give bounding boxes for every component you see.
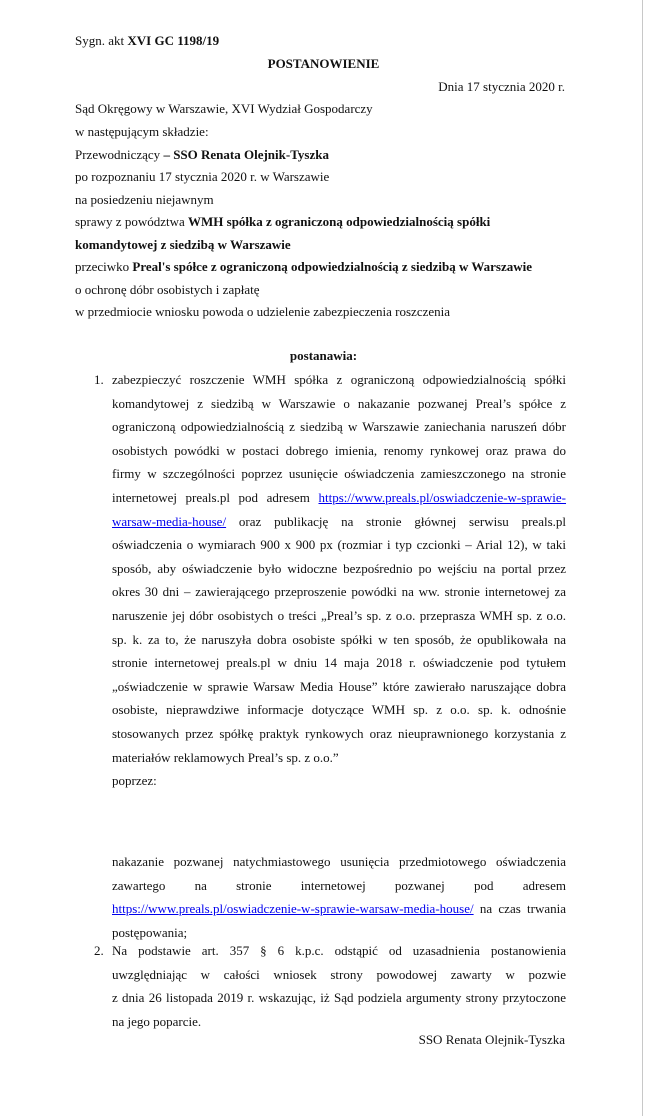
item-1-line: komandytowej z siedzibą w Warszawie o nakazanie pozwanej Preal’s spółce z bbox=[112, 395, 566, 411]
item-2-line: z dnia 26 listopada 2019 r. wskazując, iż Sąd podziela argumenty strony przytoczone bbox=[112, 990, 566, 1006]
order-line-link bbox=[112, 897, 566, 921]
subject-line: o ochronę dóbr osobistych i zapłatę bbox=[75, 282, 260, 297]
chair-label: Przewodniczący bbox=[75, 147, 161, 162]
case-number-value: XVI GC 1198/19 bbox=[127, 33, 220, 48]
case-number bbox=[75, 33, 219, 49]
court-name: Sąd Okręgowy w Warszawie, XVI Wydział Gospodarczy bbox=[75, 101, 373, 116]
chair-line bbox=[75, 147, 329, 163]
item-1-line: oświadczenia o wymiarach 900 x 900 px (rozmiar i typ czcionki – Arial 12), w taki bbox=[112, 537, 566, 553]
item-1-line: sposób, aby oświadczenie było widoczne bezpośrednio po wejściu na portal przez bbox=[112, 560, 566, 576]
defendant-line bbox=[75, 259, 532, 275]
item-1-line: stosowanych przez spółkę praktyk rynkowych oraz nieuprawnionego korzystania z bbox=[112, 725, 566, 741]
item-1-last-line: materiałów reklamowych Preal’s sp. z o.o.” bbox=[112, 749, 339, 765]
item-2-last-line: na jego poparcie. bbox=[112, 1013, 202, 1029]
item-1-line-link bbox=[112, 486, 566, 510]
duration-text: na czas trwania bbox=[479, 901, 567, 917]
item-2-line: Na podstawie art. 357 § 6 k.p.c. odstąpić od uzasadnienia postanowienia bbox=[112, 943, 566, 958]
item-1-via: poprzez: bbox=[112, 773, 157, 789]
case-prefix: sprawy z powództwa bbox=[75, 214, 185, 229]
composition-label: w następującym składzie: bbox=[75, 124, 209, 139]
order-line: nakazanie pozwanej natychmiastowego usunięcia przedmiotowego oświadczenia bbox=[112, 854, 566, 869]
plaintiff-name-1: WMH spółka z ograniczoną odpowiedzialnością spółki bbox=[188, 214, 491, 229]
item-1-line: naruszenie jej dóbr osobistych o treści „Preal’s sp. z o.o. przeprasza WMH sp. z o.o. bbox=[112, 607, 566, 623]
item-2-number: 2. bbox=[94, 943, 104, 958]
session-line: na posiedzeniu niejawnym bbox=[75, 192, 214, 207]
item-1-line-link bbox=[112, 510, 566, 534]
decision-heading: postanawia: bbox=[289, 348, 358, 363]
item-1-order bbox=[112, 850, 566, 944]
item-2-line: uwzględniając w całości wniosek strony powodowej zawarty w pozwie bbox=[112, 966, 566, 982]
item-1-text bbox=[112, 368, 566, 793]
statement-url-link-part2[interactable]: warsaw-media-house/ bbox=[112, 513, 227, 529]
plaintiff-name-2: komandytowej z siedzibą w Warszawie bbox=[75, 237, 291, 252]
hearing-line: po rozpoznaniu 17 stycznia 2020 r. w Warszawie bbox=[75, 169, 330, 184]
item-1-line: „oświadczenie w sprawie Warsaw Media House” które zawierało naruszające dobra bbox=[112, 678, 566, 694]
case-number-label: Sygn. akt bbox=[75, 33, 125, 48]
item-2-text bbox=[112, 939, 566, 1033]
defendant-name: Preal's spółce z ograniczoną odpowiedzialnością z siedzibą w Warszawie bbox=[132, 259, 532, 274]
item-1-line: osobiste, nieprawdziwe informacje dotyczące WMH sp. z o.o. sp. k. odnośnie bbox=[112, 702, 566, 718]
publication-text: oraz publikację na stronie głównej serwisu preals.pl bbox=[238, 513, 567, 529]
document-date: Dnia 17 stycznia 2020 r. bbox=[438, 79, 565, 94]
motion-line: w przedmiocie wniosku powoda o udzielenie zabezpieczenia roszczenia bbox=[75, 304, 451, 319]
order-line: zawartego na stronie internetowej pozwanej pod adresem bbox=[112, 877, 566, 893]
chair-name: – SSO Renata Olejnik-Tyszka bbox=[163, 147, 329, 162]
document-title: POSTANOWIENIE bbox=[267, 56, 380, 71]
url-prefix-text: internetowej preals.pl pod adresem bbox=[112, 489, 310, 505]
signature: SSO Renata Olejnik-Tyszka bbox=[418, 1032, 565, 1047]
item-1-line: sp. k. za to, że naruszyła dobra osobiste spółki w ten sposób, że opublikowała na bbox=[112, 631, 566, 647]
item-1-line: ograniczoną odpowiedzialnością z siedzibą w Warszawie zaniechania naruszeń dóbr bbox=[112, 419, 566, 435]
item-1-line: osobistych powódki w postaci dobrego imienia, renomy rynkowej oraz prawa do bbox=[112, 442, 566, 458]
item-1-line: stronie internetowej preals.pl w dniu 14 maja 2018 r. oświadczenie pod tytułem bbox=[112, 655, 566, 671]
statement-url-link-part1[interactable]: https://www.preals.pl/oswiadczenie-w-sprawie- bbox=[318, 489, 567, 505]
item-1-line: zabezpieczyć roszczenie WMH spółka z ograniczoną odpowiedzialnością spółki bbox=[112, 372, 566, 387]
item-1-number: 1. bbox=[94, 372, 104, 387]
order-last-line: postępowania; bbox=[112, 924, 188, 940]
against-prefix: przeciwko bbox=[75, 259, 130, 274]
item-1-line: firmy w szczególności poprzez usunięcie oświadczenia zamieszczonego na stronie bbox=[112, 466, 566, 482]
statement-url-link-full[interactable]: https://www.preals.pl/oswiadczenie-w-sprawie-warsaw-media-house/ bbox=[112, 901, 474, 917]
page-edge-divider bbox=[642, 0, 643, 1116]
plaintiff-line bbox=[75, 214, 490, 230]
item-1-line: okres 30 dni – zawierającego przeproszenie powódki na ww. stronie internetowej za bbox=[112, 584, 566, 600]
